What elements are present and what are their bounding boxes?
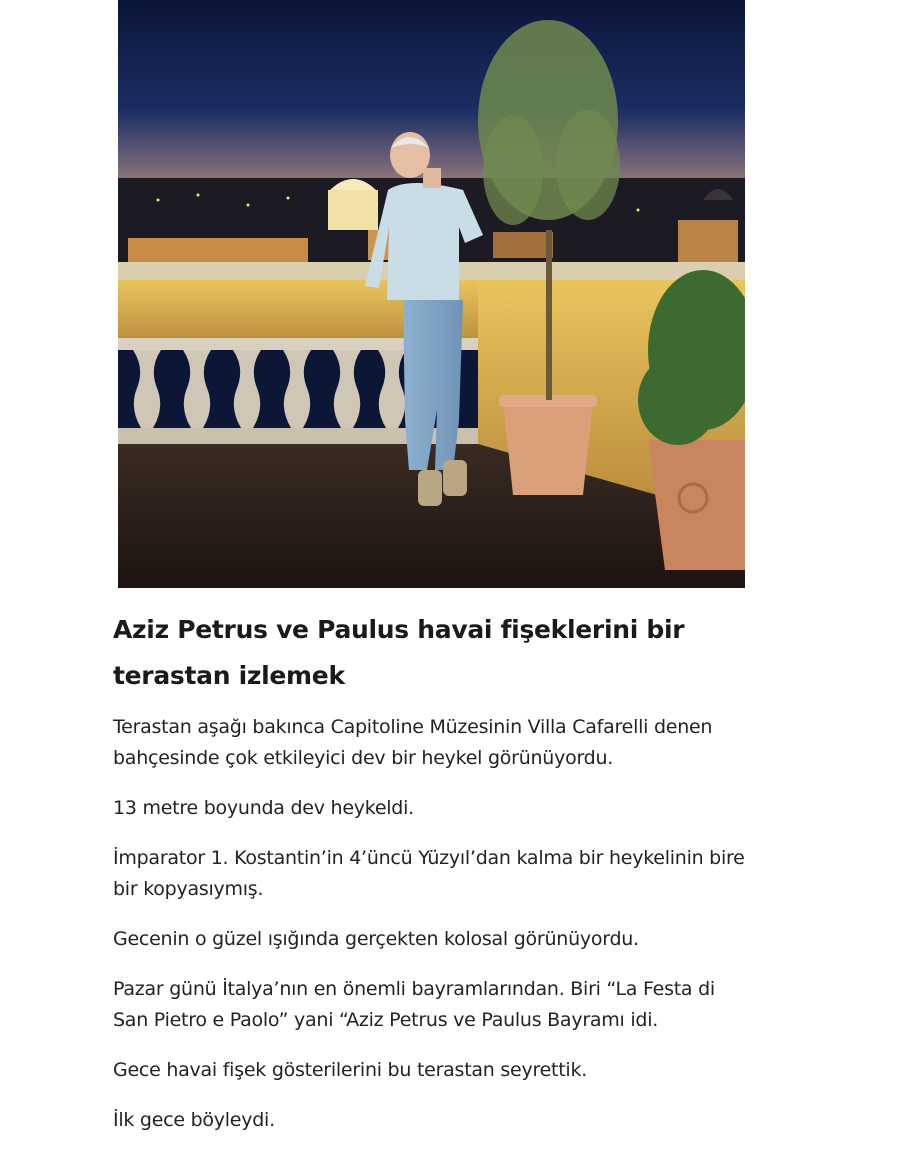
article-paragraph: Terastan aşağı bakınca Capitoline Müzesinin Villa Cafarelli denen bahçesinde çok etkileyici dev bir heykel görünüyordu. xyxy=(113,716,713,769)
article-paragraph: Pazar günü İtalya’nın en önemli bayramlarından. Biri “La Festa di San Pietro e Paolo” yani “Aziz Petrus ve Paulus Bayramı idi. xyxy=(113,978,715,1031)
olive-tree-trunk xyxy=(546,230,552,400)
article-paragraph: İlk gece böyleydi. xyxy=(113,1109,275,1131)
article-body xyxy=(113,712,753,1155)
terrace-night-photo xyxy=(118,0,745,588)
article-paragraph: Gecenin o güzel ışığında gerçekten kolosal görünüyordu. xyxy=(113,928,639,950)
article-headline: Aziz Petrus ve Paulus havai fişeklerini bir terastan izlemek xyxy=(113,615,685,690)
domed-building xyxy=(328,190,378,230)
stone-planter xyxy=(648,440,745,570)
article-paragraph: 13 metre boyunda dev heykeldi. xyxy=(113,797,414,819)
article-photo xyxy=(118,0,745,588)
terracotta-pot xyxy=(503,400,593,495)
balustrade-columns xyxy=(133,350,406,428)
article-paragraph: İmparator 1. Kostantin’in 4’üncü Yüzyıl’dan kalma bir heykelinin bire bir kopyasıymış. xyxy=(113,847,745,900)
article-paragraph: Gece havai fişek gösterilerini bu terastan seyrettik. xyxy=(113,1059,588,1081)
